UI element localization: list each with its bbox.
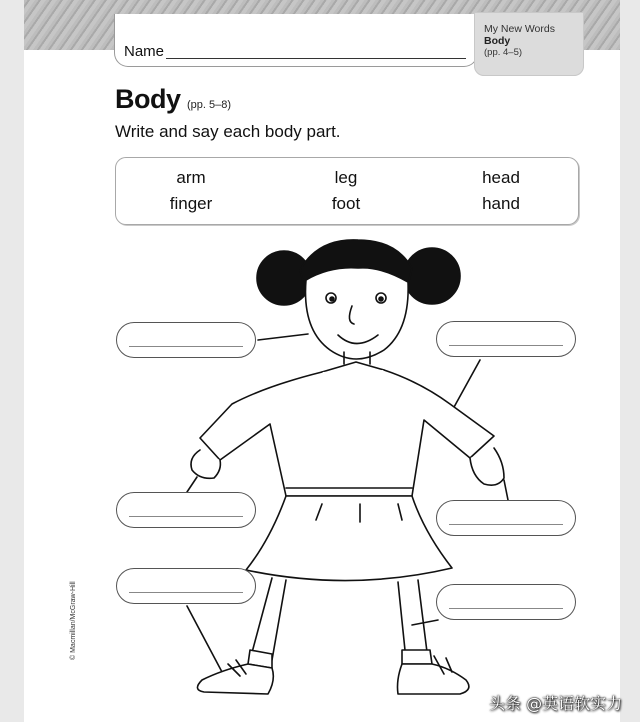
word-bank-item: hand (482, 194, 520, 213)
copyright-text: © Macmillan/McGraw-Hill (70, 581, 77, 660)
skirt (246, 496, 452, 581)
hair-bun-right (404, 248, 460, 304)
page-title: Body (115, 84, 181, 114)
word-bank-item: finger (169, 194, 213, 213)
word-bank-item: leg (334, 168, 358, 187)
tab-topic: Body (484, 35, 511, 47)
face (306, 268, 409, 359)
word-bank-item: foot (331, 194, 361, 213)
page-title-pages: (pp. 5–8) (187, 99, 232, 111)
tab-caption: My New Words (484, 23, 555, 35)
name-label: Name (124, 43, 165, 60)
watermark: 头条 @英语软实力 (489, 694, 623, 713)
label-pointer (412, 620, 438, 625)
answer-field-4[interactable] (436, 500, 576, 536)
word-bank-item: arm (176, 168, 206, 187)
left-shoe (197, 664, 273, 694)
right-leg (398, 580, 428, 660)
answer-field-5[interactable] (116, 568, 256, 604)
instruction-text: Write and say each body part. (115, 122, 341, 141)
right-shoe (398, 664, 469, 694)
sweater (200, 370, 494, 496)
answer-field-3[interactable] (116, 492, 256, 528)
label-pointer (187, 477, 197, 492)
word-bank-item: head (482, 168, 520, 187)
label-pointer (504, 480, 508, 500)
label-pointer (258, 334, 308, 340)
answer-field-1[interactable] (116, 322, 256, 358)
tab-pages: (pp. 4–5) (484, 47, 523, 58)
answer-field-6[interactable] (436, 584, 576, 620)
label-pointer (187, 606, 222, 672)
answer-field-2[interactable] (436, 321, 576, 357)
